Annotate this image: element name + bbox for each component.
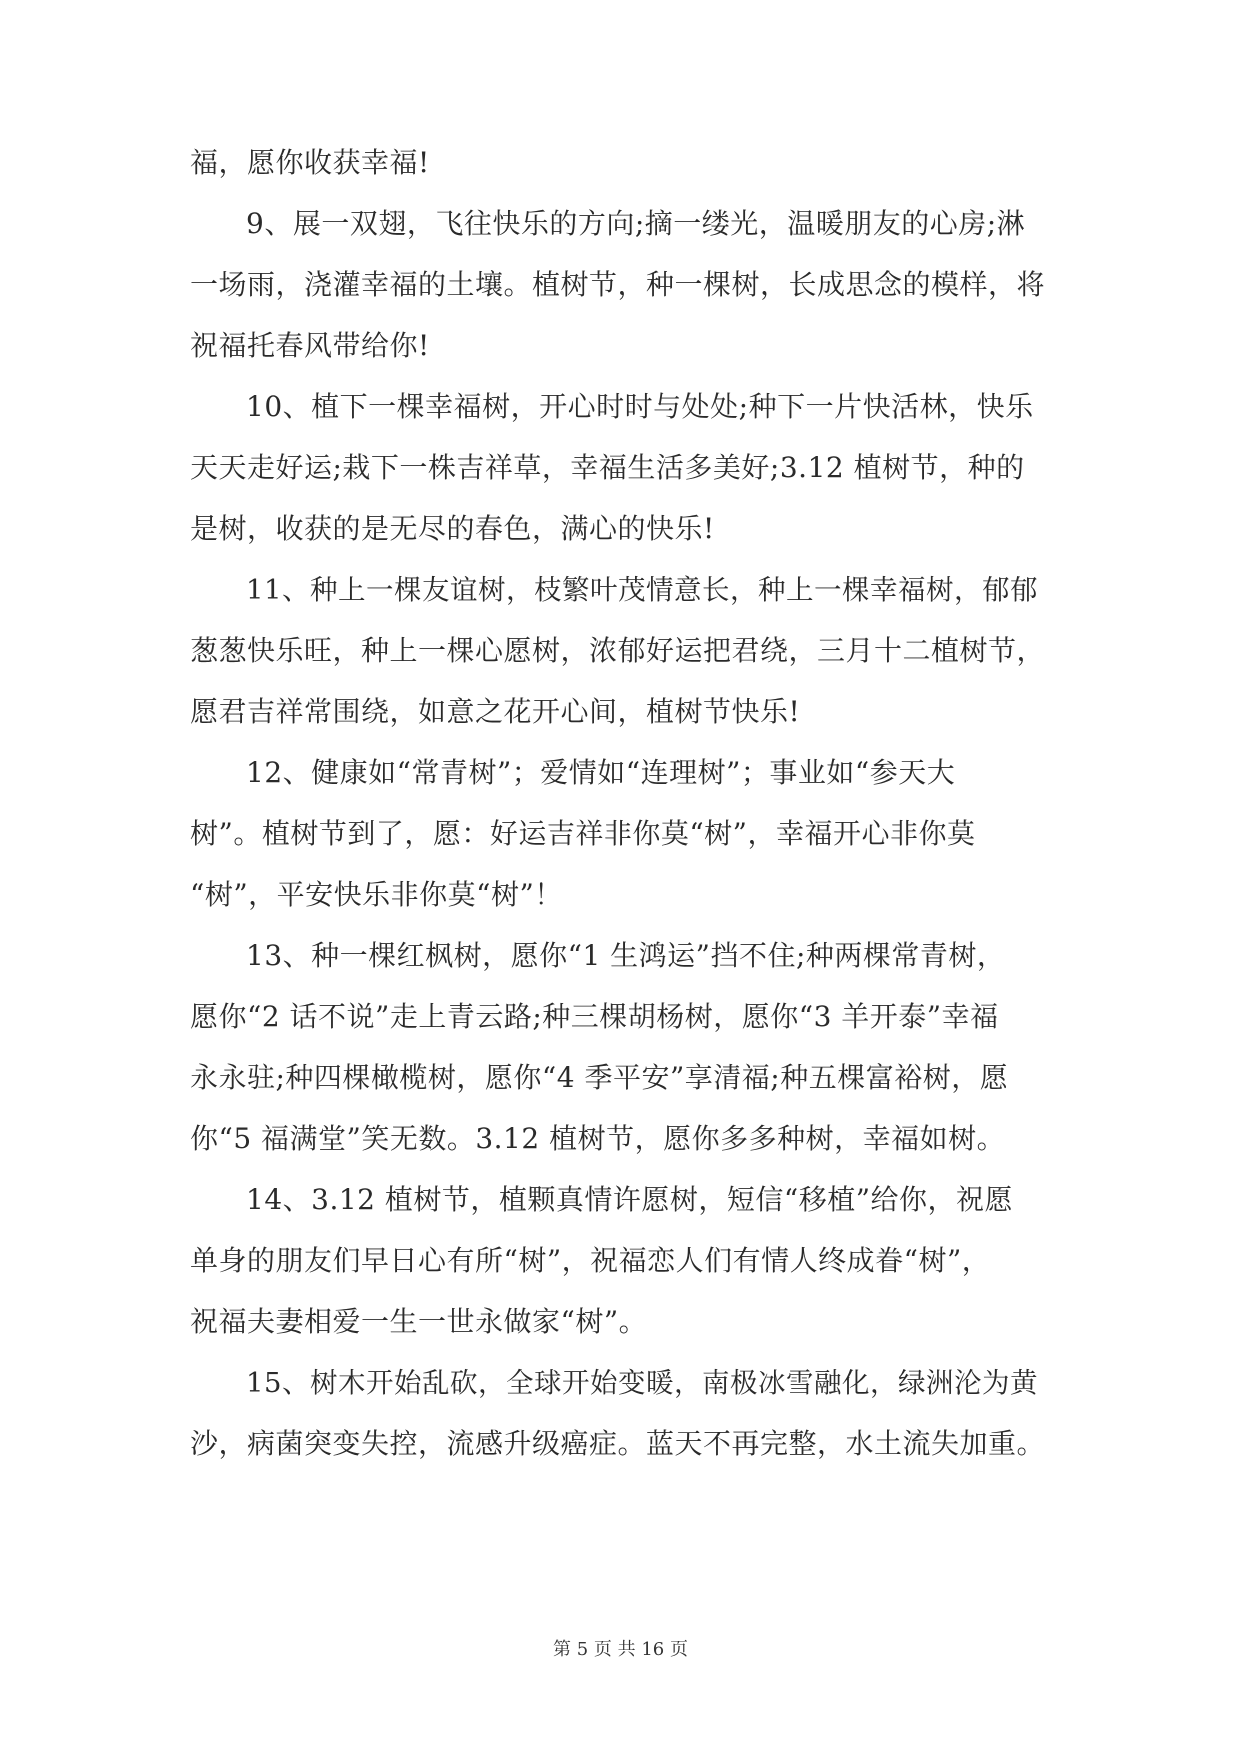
text-line: “树”，平安快乐非你莫“树”！ (190, 878, 563, 911)
text-line: 祝福夫妻相爱一生一世永做家“树”。 (190, 1305, 648, 1338)
text-line: 15、树木开始乱砍，全球开始变暖，南极冰雪融化，绿洲沦为黄 (246, 1367, 1038, 1399)
text-line: 葱葱快乐旺，种上一棵心愿树，浓郁好运把君绕，三月十二植树节， (190, 634, 1046, 667)
text-line: 愿君吉祥常围绕，如意之花开心间，植树节快乐! (190, 695, 801, 728)
text-line: 14、3.12 植树节，植颗真情许愿树，短信“移植”给你，祝愿 (246, 1183, 1014, 1216)
text-line: 祝福托春风带给你! (190, 329, 430, 362)
text-line: 福，愿你收获幸福! (190, 146, 430, 179)
text-line: 天天走好运;栽下一株吉祥草，幸福生活多美好;3.12 植树节，种的 (190, 451, 1025, 484)
page-number-footer: 第 5 页 共 16 页 (553, 1639, 688, 1660)
text-line: 沙，病菌突变失控，流感升级癌症。蓝天不再完整，水土流失加重。 (190, 1427, 1046, 1460)
text-line: 10、植下一棵幸福树，开心时时与处处;种下一片快活林，快乐 (246, 390, 1034, 423)
text-line: 9、展一双翅，飞往快乐的方向;摘一缕光，温暖朋友的心房;淋 (246, 207, 1026, 240)
text-line: 单身的朋友们早日心有所“树”，祝福恋人们有情人终成眷“树”， (190, 1244, 991, 1277)
text-line: 树”。植树节到了，愿：好运吉祥非你莫“树”，幸福开心非你莫 (190, 817, 976, 850)
text-line: 你“5 福满堂”笑无数。3.12 植树节，愿你多多种树，幸福如树。 (190, 1122, 1006, 1155)
text-line: 13、种一棵红枫树，愿你“1 生鸿运”挡不住;种两棵常青树， (246, 939, 1006, 972)
text-line: 愿你“2 话不说”走上青云路;种三棵胡杨树，愿你“3 羊开泰”幸福 (190, 1000, 999, 1033)
text-line: 一场雨，浇灌幸福的土壤。植树节，种一棵树，长成思念的模样，将 (190, 268, 1046, 301)
text-line: 是树，收获的是无尽的春色，满心的快乐! (190, 512, 715, 545)
text-line: 12、健康如“常青树”；爱情如“连理树”；事业如“参天大 (246, 756, 956, 789)
text-line: 11、种上一棵友谊树，枝繁叶茂情意长，种上一棵幸福树，郁郁 (246, 574, 1038, 606)
text-line: 永永驻;种四棵橄榄树，愿你“4 季平安”享清福;种五棵富裕树，愿 (190, 1061, 1009, 1094)
